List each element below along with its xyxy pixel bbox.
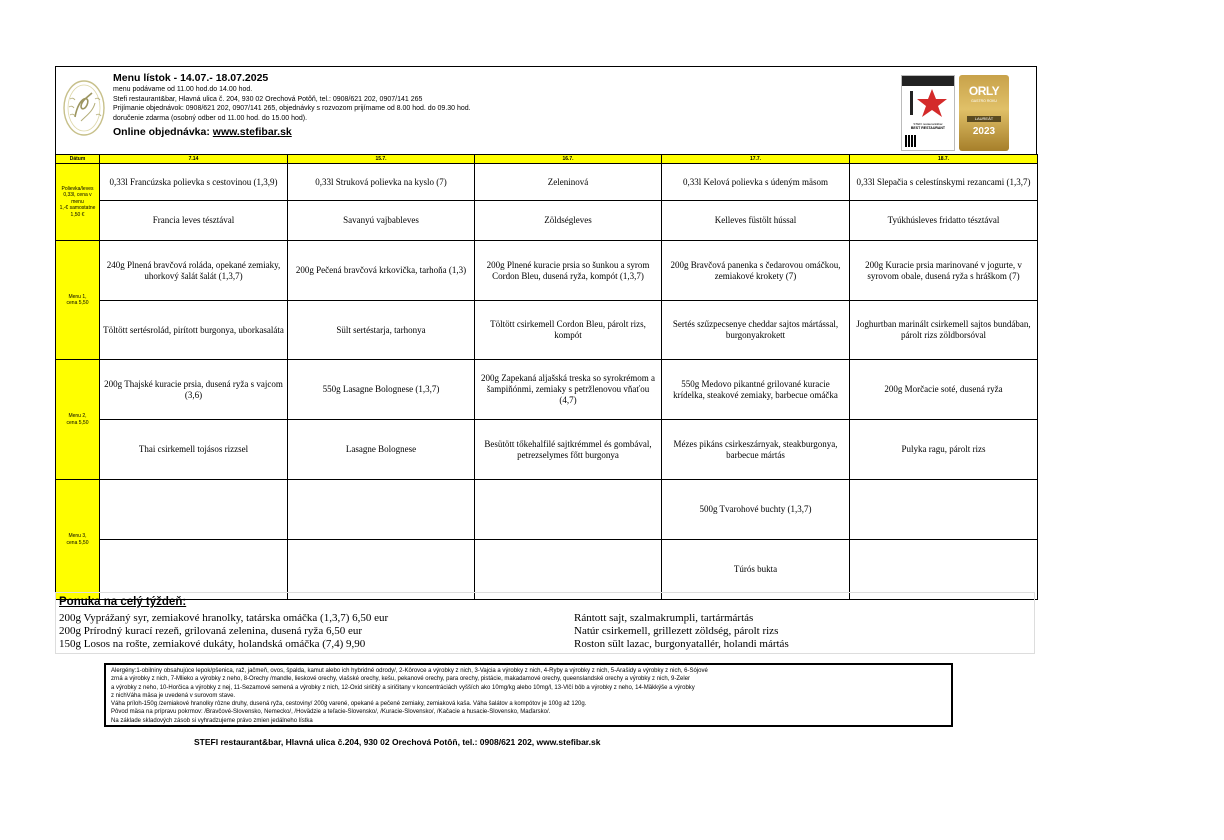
allergen-line: Pôvod mäsa na prípravu pokrmov: /Bravčové-Slovensko, Nemecko/, /Hovädzie a teľacie-Slovensko/, /Kuracie-Slovensko/, /Kačacie a husacie-Slovensko, Maďarsko/. xyxy=(111,709,551,716)
badge-big-text: BEST RESTAURANT xyxy=(910,126,946,130)
serving-hours: menu podávame od 11.00 hod.do 14.00 hod. xyxy=(113,86,253,93)
allergen-line: zrná a výrobky z nich, 7-Mlieko a výrobky z neho, 8-Orechy /mandle, lieskové orechy, vlašské orechy, kešu, pekanové orechy, para orechy, pistácie, makadamové orechy, queenslandské orechy a výrobky z nich, 9-Zeler xyxy=(111,676,691,683)
stefi-logo-icon xyxy=(61,77,107,139)
soup-label xyxy=(56,164,100,241)
menu-cell xyxy=(850,480,1038,540)
menu-cell: 200g Zapekaná aljašská treska so syrokrémom a šampiňónmi, zemiaky s petržlenovou vňaťou (4,7) xyxy=(475,360,662,420)
menu-cell: Tyúkhúsleves fridatto tésztával xyxy=(850,201,1038,241)
menu-cell: Kelleves füstölt hússal xyxy=(662,201,850,241)
menu-cell xyxy=(850,540,1038,600)
menu-cell: 200g Morčacie soté, dusená ryža xyxy=(850,360,1038,420)
menu-cell: Joghurtban marinált csirkemell sajtos bundában, párolt rizs zöldborsóval xyxy=(850,301,1038,360)
menu-cell xyxy=(475,480,662,540)
footer-contact: STEFI restaurant&bar, Hlavná ulica č.204, 930 02 Orechová Potôň, tel.: 0908/621 202, www.stefibar.sk xyxy=(194,737,601,747)
menu-table xyxy=(55,154,1038,600)
day-header: 18.7. xyxy=(850,155,1038,164)
weekly-item-hu: Natúr csirkemell, grillezett zöldség, párolt rizs xyxy=(574,625,779,637)
menu-cell xyxy=(100,480,288,540)
weekly-item-hu: Rántott sajt, szalmakrumpli, tartármártás xyxy=(574,612,754,624)
menu-cell: Zöldségleves xyxy=(475,201,662,241)
menu-cell: Töltött csirkemell Cordon Bleu, párolt rizs, kompót xyxy=(475,301,662,360)
day-header: 7.14 xyxy=(100,155,288,164)
menu-page xyxy=(55,66,1037,600)
menu-cell: 550g Lasagne Bolognese (1,3,7) xyxy=(288,360,475,420)
menu-cell: Mézes pikáns csirkeszárnyak, steakburgonya, barbecue mártás xyxy=(662,420,850,480)
soup-label-line: Polievka/leves xyxy=(61,185,94,192)
menu-cell: Francia leves tésztával xyxy=(100,201,288,241)
menu1-label xyxy=(56,241,100,360)
allergen-line: z nichVáha mäsa je uvedená v surovom stave. xyxy=(111,692,236,699)
header-text xyxy=(113,72,471,139)
menu-header xyxy=(55,66,1037,154)
online-order-label: Online objednávka: xyxy=(113,126,213,138)
orly-laureat: LAUREÁT xyxy=(967,116,1001,122)
badge-top-bar xyxy=(902,76,954,86)
allergen-info xyxy=(104,663,953,727)
allergen-line: Váha príloh-150g /zemiakové hranolky rôzne druhy, dusená ryža, cestoviny/ 200g varené, opekané a pečené zemiaky, zemiaková kaša. Váha šalátov a kompótov je 100g až 120g. xyxy=(111,701,587,708)
menu3-row-hu xyxy=(56,540,1038,600)
online-order xyxy=(113,125,471,139)
menu1-label-line: cena 5,50 xyxy=(66,300,89,306)
day-header: 15.7. xyxy=(288,155,475,164)
menu1-row-sk xyxy=(56,241,1038,301)
menu-cell: 200g Thajské kuracie prsia, dusená ryža s vajcom (3,6) xyxy=(100,360,288,420)
menu3-label-line: Menu 3, xyxy=(68,533,87,539)
weekly-item-sk: 200g Vyprážaný syr, zemiakové hranolky, tatárska omáčka (1,3,7) 6,50 eur xyxy=(59,612,389,624)
weekly-left xyxy=(59,612,388,651)
menu-cell: Túrós bukta xyxy=(662,540,850,600)
order-info: Prijímanie objednávok: 0908/621 202, 0907/141 265, objednávky s rozvozom prijímame od 8.00 hod. do 09.30 hod. xyxy=(113,105,471,112)
date-header: Dátum xyxy=(56,155,100,164)
menu-cell: Lasagne Bolognese xyxy=(288,420,475,480)
allergen-line: Na základe skladových zásob si vyhradzujeme právo zmien jedálneho lístka xyxy=(111,717,313,724)
allergen-line: Alergény:1-obilniny obsahujúce lepok/pšenica, raž, jačmeň, ovos, špalda, kamut alebo ich hybridné odrody/, 2-Kôrovce a výrobky z nich, 3-Vajcia a výrobky z nich, 4-Ryby a výrobky z nich, 5-Arašidy a výrobky z nich, 6-Sójové xyxy=(111,668,708,674)
menu-cell xyxy=(288,540,475,600)
menu-cell xyxy=(100,540,288,600)
menu2-label-line: Menu 2, xyxy=(68,413,87,419)
menu-cell: Besütött tőkehalfilé sajtkrémmel és gombával, petrezselymes főtt burgonya xyxy=(475,420,662,480)
menu-cell xyxy=(288,480,475,540)
weekly-right xyxy=(574,612,789,651)
menu-cell: Zeleninová xyxy=(475,164,662,201)
menu-cell: 0,33l Slepačia s celestínskymi rezancami (1,3,7) xyxy=(850,164,1038,201)
menu-cell: 0,33l Struková polievka na kyslo (7) xyxy=(288,164,475,201)
menu-cell: 500g Tvarohové buchty (1,3,7) xyxy=(662,480,850,540)
soup-label-line: 1,-€ samostatne xyxy=(59,205,96,212)
menu3-row-sk xyxy=(56,480,1038,540)
menu-cell: 200g Pečená bravčová krkovička, tarhoňa (1,3) xyxy=(288,241,475,301)
menu-cell: Töltött sertésrolád, pirított burgonya, uborkasaláta xyxy=(100,301,288,360)
menu-cell: Pulyka ragu, párolt rizs xyxy=(850,420,1038,480)
allergen-line: a výrobky z neho, 10-Horčica a výrobky z nej, 11-Sezamové semená a výrobky z nich, 12-Oxid siričitý a siričitany v koncentráciách vyšších ako 10mg/kg alebo 10mg/l, 13-Vlčí bôb a výrobky z neho, 14-Mäkkýše a výrobky xyxy=(111,684,695,691)
online-order-link[interactable]: www.stefibar.sk xyxy=(212,126,292,138)
orly-title: ORLY xyxy=(968,84,1000,98)
qr-code-icon xyxy=(905,135,917,147)
menu-cell: 550g Medovo pikantné grilované kuracie krídelka, steakové zemiaky, barbecue omáčka xyxy=(662,360,850,420)
red-star-icon xyxy=(902,86,954,122)
menu1-row-hu xyxy=(56,301,1038,360)
orly-year: 2023 xyxy=(972,126,996,137)
menu2-label-line: cena 5,50 xyxy=(66,419,89,426)
orly-subtitle: GASTRO ROKU xyxy=(971,99,997,103)
badge-small-text: STEFI restaurant&bar xyxy=(913,122,943,126)
menu-cell: 0,33l Francúzska polievka s cestovinou (1,3,9) xyxy=(100,164,288,201)
weekly-item-hu: Roston sült lazac, burgonyatallér, holandi mártás xyxy=(574,638,789,650)
weekly-title: Ponuka na celý týždeň: xyxy=(59,596,187,608)
menu2-row-hu xyxy=(56,420,1038,480)
menu-cell: 0,33l Kelová polievka s údeným mäsom xyxy=(662,164,850,201)
menu2-label xyxy=(56,360,100,480)
menu1-label-line: Menu 1, xyxy=(68,293,87,300)
menu-cell: 240g Plnená bravčová roláda, opekané zemiaky, uhorkový šalát šalát (1,3,7) xyxy=(100,241,288,301)
menu-cell: 200g Kuracie prsia marinované v jogurte, v syrovom obale, dusená ryža s hráškom (7) xyxy=(850,241,1038,301)
menu-cell: 200g Plnené kuracie prsia so šunkou a syrom Cordon Bleu, dusená ryža, kompót (1,3,7) xyxy=(475,241,662,301)
weekly-offer xyxy=(55,592,1035,654)
weekly-item-sk: 150g Losos na rošte, zemiakové dukáty, holandská omáčka (7,4) 9,90 xyxy=(59,638,366,650)
days-row xyxy=(56,155,1038,164)
best-restaurant-badge xyxy=(901,75,955,151)
menu-cell: 200g Bravčová panenka s čedarovou omáčkou, zemiakové krokety (7) xyxy=(662,241,850,301)
soup-label-line: 1,50 € xyxy=(70,211,85,218)
menu2-row-sk xyxy=(56,360,1038,420)
weekly-item-sk: 200g Prírodný kurací rezeň, grilovaná zelenina, dusená ryža 6,50 eur xyxy=(59,625,362,637)
day-header: 17.7. xyxy=(662,155,850,164)
menu-cell: Sertés szűzpecsenye cheddar sajtos mártással, burgonyakrokett xyxy=(662,301,850,360)
restaurant-address: Stefi restaurant&bar, Hlavná ulica č. 204, 930 02 Orechová Potôň, tel.: 0908/621 202, 0907/141 265 xyxy=(113,95,423,103)
menu-cell: Sült sertéstarja, tarhonya xyxy=(288,301,475,360)
menu-cell xyxy=(475,540,662,600)
delivery-info: doručenie zdarma (osobný odber od 11.00 hod. do 15.00 hod). xyxy=(113,114,308,122)
menu3-label xyxy=(56,480,100,600)
soup-row-hu xyxy=(56,201,1038,241)
menu-cell: Savanyú vajbableves xyxy=(288,201,475,241)
page-title: Menu lístok - 14.07.- 18.07.2025 xyxy=(113,72,269,84)
soup-label-line: 0,33l, cena v menu xyxy=(63,192,92,205)
orly-badge xyxy=(959,75,1009,151)
menu3-label-line: cena 5,50 xyxy=(66,539,89,546)
soup-row-sk xyxy=(56,164,1038,201)
day-header: 16.7. xyxy=(475,155,662,164)
menu-cell: Thai csirkemell tojásos rizzsel xyxy=(100,420,288,480)
